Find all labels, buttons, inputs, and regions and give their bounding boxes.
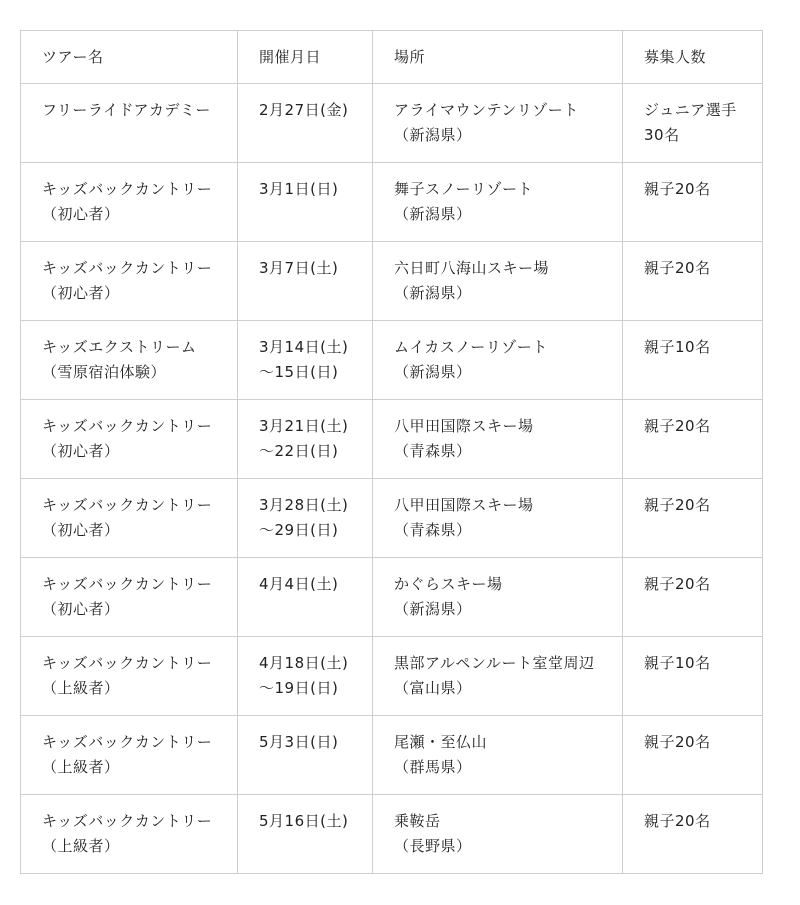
place-cell-line: 八甲田国際スキー場	[394, 496, 534, 514]
place-cell-line: （新潟県）	[394, 126, 472, 144]
tour-name-cell	[21, 84, 238, 163]
date-cell-line: 3月7日(土)	[259, 259, 339, 277]
place-cell	[373, 400, 623, 479]
table-row	[21, 400, 763, 479]
capacity-cell	[623, 84, 763, 163]
place-cell	[373, 637, 623, 716]
tour-schedule	[20, 30, 762, 874]
tour-name-cell	[21, 479, 238, 558]
capacity-cell	[623, 795, 763, 874]
place-cell-line: 八甲田国際スキー場	[394, 417, 534, 435]
date-cell-line: 2月27日(金)	[259, 101, 349, 119]
tour-table	[20, 30, 763, 874]
capacity-cell-line: 親子20名	[644, 575, 711, 593]
place-cell	[373, 479, 623, 558]
tour-name-cell-line: キッズバックカントリー	[42, 654, 213, 672]
place-cell	[373, 163, 623, 242]
header-tour-name: ツアー名	[21, 31, 238, 84]
capacity-cell	[623, 400, 763, 479]
tour-name-cell-line: （上級者）	[42, 679, 120, 697]
table-row	[21, 637, 763, 716]
tour-name-cell	[21, 637, 238, 716]
table-row	[21, 242, 763, 321]
table-row	[21, 321, 763, 400]
capacity-cell-line: 親子10名	[644, 338, 711, 356]
date-cell-line: ～15日(日)	[259, 363, 339, 381]
date-cell	[238, 795, 373, 874]
tour-name-cell-line: （初心者）	[42, 521, 120, 539]
date-cell	[238, 400, 373, 479]
place-cell-line: ムイカスノーリゾート	[394, 338, 548, 356]
capacity-cell	[623, 479, 763, 558]
place-cell	[373, 321, 623, 400]
date-cell-line: ～29日(日)	[259, 521, 339, 539]
tour-name-cell-line: （初心者）	[42, 442, 120, 460]
date-cell-line: 4月18日(土)	[259, 654, 349, 672]
place-cell-line: （長野県）	[394, 837, 472, 855]
tour-name-cell	[21, 242, 238, 321]
capacity-cell	[623, 716, 763, 795]
place-cell	[373, 84, 623, 163]
tour-name-cell-line: （初心者）	[42, 600, 120, 618]
tour-name-cell-line: （初心者）	[42, 284, 120, 302]
date-cell-line: 3月1日(日)	[259, 180, 339, 198]
date-cell-line: ～19日(日)	[259, 679, 339, 697]
tour-name-cell	[21, 716, 238, 795]
tour-name-cell	[21, 400, 238, 479]
tour-name-cell-line: フリーライドアカデミー	[42, 101, 211, 119]
tour-name-cell-line: （上級者）	[42, 758, 120, 776]
place-cell-line: （新潟県）	[394, 205, 472, 223]
place-cell-line: （青森県）	[394, 521, 472, 539]
date-cell-line: ～22日(日)	[259, 442, 339, 460]
tour-name-cell	[21, 795, 238, 874]
place-cell-line: 尾瀬・至仏山	[394, 733, 488, 751]
header-date: 開催月日	[238, 31, 373, 84]
header-capacity: 募集人数	[623, 31, 763, 84]
date-cell-line: 5月16日(土)	[259, 812, 349, 830]
date-cell-line: 3月14日(土)	[259, 338, 349, 356]
capacity-cell-line: 親子20名	[644, 812, 711, 830]
place-cell-line: （新潟県）	[394, 600, 472, 618]
date-cell	[238, 163, 373, 242]
table-header-row	[21, 31, 763, 84]
place-cell	[373, 716, 623, 795]
date-cell	[238, 637, 373, 716]
place-cell	[373, 795, 623, 874]
capacity-cell-line: 親子20名	[644, 259, 711, 277]
place-cell	[373, 558, 623, 637]
date-cell	[238, 716, 373, 795]
tour-name-cell	[21, 163, 238, 242]
date-cell	[238, 479, 373, 558]
tour-name-cell-line: キッズバックカントリー	[42, 496, 213, 514]
capacity-cell	[623, 321, 763, 400]
capacity-cell-line: 親子20名	[644, 496, 711, 514]
date-cell	[238, 558, 373, 637]
tour-name-cell-line: キッズバックカントリー	[42, 812, 213, 830]
place-cell	[373, 242, 623, 321]
capacity-cell-line: 30名	[644, 126, 680, 144]
place-cell-line: （群馬県）	[394, 758, 472, 776]
tour-name-cell-line: キッズエクストリーム	[42, 338, 197, 356]
capacity-cell-line: 親子20名	[644, 417, 711, 435]
table-row	[21, 479, 763, 558]
capacity-cell-line: 親子20名	[644, 733, 711, 751]
place-cell-line: （新潟県）	[394, 363, 472, 381]
table-row	[21, 795, 763, 874]
table-row	[21, 558, 763, 637]
date-cell	[238, 321, 373, 400]
capacity-cell	[623, 637, 763, 716]
place-cell-line: 六日町八海山スキー場	[394, 259, 550, 277]
tour-name-cell	[21, 321, 238, 400]
tour-name-cell-line: キッズバックカントリー	[42, 259, 213, 277]
tour-name-cell-line: キッズバックカントリー	[42, 575, 213, 593]
place-cell-line: 舞子スノーリゾート	[394, 180, 534, 198]
table-row	[21, 716, 763, 795]
capacity-cell	[623, 242, 763, 321]
place-cell-line: （新潟県）	[394, 284, 472, 302]
place-cell-line: （青森県）	[394, 442, 472, 460]
date-cell	[238, 84, 373, 163]
capacity-cell-line: 親子10名	[644, 654, 711, 672]
place-cell-line: アライマウンテンリゾート	[394, 101, 579, 119]
capacity-cell	[623, 558, 763, 637]
header-place: 場所	[373, 31, 623, 84]
table-row	[21, 163, 763, 242]
place-cell-line: かぐらスキー場	[394, 575, 503, 593]
date-cell	[238, 242, 373, 321]
capacity-cell-line: ジュニア選手	[644, 101, 737, 119]
capacity-cell	[623, 163, 763, 242]
tour-name-cell-line: （初心者）	[42, 205, 120, 223]
capacity-cell-line: 親子20名	[644, 180, 711, 198]
tour-name-cell-line: （上級者）	[42, 837, 120, 855]
table-row	[21, 84, 763, 163]
tour-name-cell-line: キッズバックカントリー	[42, 180, 213, 198]
table-body	[21, 84, 763, 874]
place-cell-line: 黒部アルペンルート室堂周辺	[394, 654, 595, 672]
date-cell-line: 3月28日(土)	[259, 496, 349, 514]
tour-name-cell-line: キッズバックカントリー	[42, 733, 213, 751]
place-cell-line: 乗鞍岳	[394, 812, 441, 830]
date-cell-line: 5月3日(日)	[259, 733, 339, 751]
tour-name-cell-line: （雪原宿泊体験）	[42, 363, 167, 381]
date-cell-line: 4月4日(土)	[259, 575, 339, 593]
place-cell-line: （富山県）	[394, 679, 472, 697]
tour-name-cell	[21, 558, 238, 637]
tour-name-cell-line: キッズバックカントリー	[42, 417, 213, 435]
date-cell-line: 3月21日(土)	[259, 417, 349, 435]
